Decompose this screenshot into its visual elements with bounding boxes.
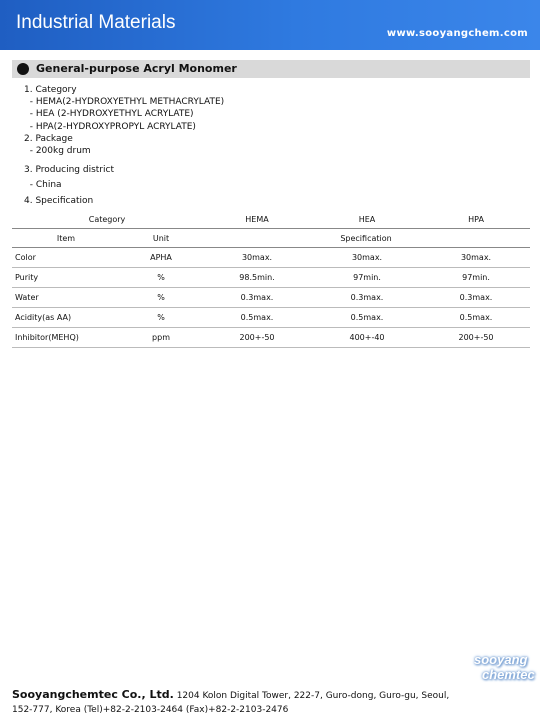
- header-category: Category: [12, 210, 202, 229]
- row-hea: 0.5max.: [312, 308, 422, 328]
- row-unit: %: [120, 268, 202, 288]
- footer: [12, 688, 532, 717]
- row-hpa: 97min.: [422, 268, 530, 288]
- header-hpa: HPA: [422, 210, 530, 229]
- table-subheader-row: [12, 229, 530, 248]
- company-logo: [468, 652, 534, 688]
- row-hpa: 30max.: [422, 248, 530, 268]
- row-hea: 97min.: [312, 268, 422, 288]
- row-unit: APHA: [120, 248, 202, 268]
- row-unit: %: [120, 308, 202, 328]
- table-row: [12, 288, 530, 308]
- package-value: - 200kg drum: [24, 146, 91, 157]
- district-heading: 3. Producing district: [24, 165, 114, 176]
- row-hea: 0.3max.: [312, 288, 422, 308]
- table-row: [12, 328, 530, 348]
- package-heading: 2. Package: [24, 133, 73, 144]
- row-item: Acidity(as AA): [12, 308, 120, 328]
- address-line1: 1204 Kolon Digital Tower, 222-7, Guro-dong, Guro-gu, Seoul,: [173, 691, 450, 701]
- page-title: Industrial Materials: [16, 12, 176, 33]
- row-hema: 0.3max.: [202, 288, 312, 308]
- section-title: General-purpose Acryl Monomer: [36, 62, 237, 75]
- row-hema: 200+-50: [202, 328, 312, 348]
- table-row: [12, 268, 530, 288]
- header-hea: HEA: [312, 210, 422, 229]
- header-specification: Specification: [202, 229, 530, 248]
- row-hema: 98.5min.: [202, 268, 312, 288]
- row-item: Purity: [12, 268, 120, 288]
- row-unit: ppm: [120, 328, 202, 348]
- address-line2: 152-777, Korea (Tel)+82-2-2103-2464 (Fax)+82-2-2103-2476: [12, 705, 289, 715]
- row-hpa: 200+-50: [422, 328, 530, 348]
- page-header: [0, 0, 540, 50]
- row-item: Color: [12, 248, 120, 268]
- row-hema: 0.5max.: [202, 308, 312, 328]
- row-hema: 30max.: [202, 248, 312, 268]
- section-heading-bar: [12, 60, 530, 78]
- category-item-hea: - HEA (2-HYDROXYETHYL ACRYLATE): [24, 109, 194, 120]
- logo-text-line2: chemtec: [482, 667, 535, 682]
- table-row: [12, 308, 530, 328]
- row-hea: 400+-40: [312, 328, 422, 348]
- header-hema: HEMA: [202, 210, 312, 229]
- table-header-row: [12, 210, 530, 229]
- footer-line1: [12, 688, 532, 703]
- logo-text-line1: sooyang: [474, 652, 528, 667]
- row-item: Inhibitor(MEHQ): [12, 328, 120, 348]
- specification-heading: 4. Specification: [24, 195, 94, 206]
- product-details: [24, 84, 224, 207]
- category-heading: 1. Category: [24, 85, 77, 95]
- row-hpa: 0.3max.: [422, 288, 530, 308]
- specification-table: [12, 210, 530, 348]
- company-name: Sooyangchemtec Co., Ltd.: [12, 688, 174, 701]
- row-item: Water: [12, 288, 120, 308]
- row-hea: 30max.: [312, 248, 422, 268]
- website-url[interactable]: www.sooyangchem.com: [386, 28, 528, 39]
- district-value: - China: [24, 180, 62, 191]
- row-unit: %: [120, 288, 202, 308]
- header-unit: Unit: [120, 229, 202, 248]
- bullet-dot-icon: [17, 63, 29, 75]
- category-item-hema: - HEMA(2-HYDROXYETHYL METHACRYLATE): [24, 97, 225, 108]
- header-item: Item: [12, 229, 120, 248]
- row-hpa: 0.5max.: [422, 308, 530, 328]
- category-item-hpa: - HPA(2-HYDROXYPROPYL ACRYLATE): [24, 121, 196, 132]
- table-row: [12, 248, 530, 268]
